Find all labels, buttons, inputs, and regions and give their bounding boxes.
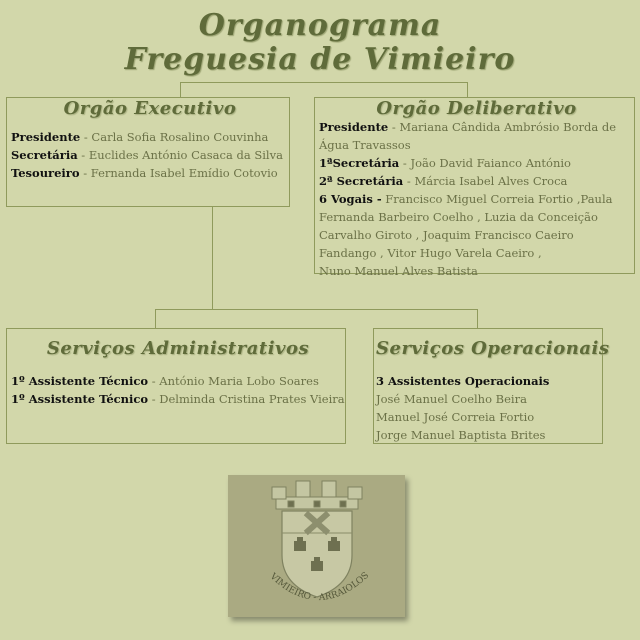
member-role: 1ªSecretária (319, 156, 400, 170)
connector-line (477, 309, 478, 328)
coat-of-arms-icon (228, 475, 405, 617)
member-name: Márcia Isabel Alves Croca (414, 174, 568, 188)
member-role: Presidente (11, 130, 81, 144)
member-name-continued: Nuno Manuel Alves Batista (319, 264, 478, 278)
member-row: Presidente - Carla Sofia Rosalino Couvinha (11, 130, 269, 144)
member-name: Mariana Cândida Ambrósio Borda de (399, 120, 617, 134)
member-name: António Maria Lobo Soares (159, 374, 319, 388)
member-row: 1º Assistente Técnico - Delminda Cristina Prates Vieira (11, 392, 345, 406)
operational-services-title: Serviços Operacionais (376, 338, 610, 359)
member-role: 1º Assistente Técnico (11, 392, 149, 406)
chart-title: Organograma (198, 8, 442, 43)
member-row (319, 190, 634, 208)
member-role: Presidente (319, 120, 389, 134)
member-name: João David Faianco António (410, 156, 571, 170)
member-row: 1º Assistente Técnico - António Maria Lobo Soares (11, 374, 319, 388)
member-name: Manuel José Correia Fortio (376, 410, 535, 424)
connector-line (180, 82, 181, 98)
connector-line (155, 309, 156, 328)
connector-line (155, 309, 478, 310)
member-row: 1ªSecretária - João David Faianco António (319, 156, 571, 170)
member-name: Francisco Miguel Correia Fortio ,Paula (381, 192, 613, 206)
crest-motto: VIMIEIRO - ARRAIOLOS (267, 570, 372, 604)
member-role: 2ª Secretária (319, 174, 404, 188)
executive-body-box (6, 97, 290, 207)
executive-body-title: Orgão Executivo (63, 98, 237, 119)
member-role: 6 Vogais - (319, 192, 382, 206)
connector-line (467, 82, 468, 98)
member-row: 2ª Secretária - Márcia Isabel Alves Croca (319, 174, 568, 188)
member-role: 1º Assistente Técnico (11, 374, 149, 388)
administrative-services-title: Serviços Administrativos (46, 338, 310, 359)
member-name: José Manuel Coelho Beira (376, 392, 527, 406)
member-row: Secretária - Euclides António Casaca da Silva (11, 148, 283, 162)
member-role: Tesoureiro (11, 166, 80, 180)
deliberative-body-box (314, 97, 635, 278)
member-role: Secretária (11, 148, 78, 162)
member-name-continued: Fernanda Barbeiro Coelho , Luzia da Conceição (319, 210, 598, 224)
member-name-continued: Água Travassos (319, 138, 411, 152)
member-name: Delminda Cristina Prates Vieira (159, 392, 345, 406)
operational-services-box (373, 328, 610, 444)
connector-line (180, 82, 468, 83)
member-name: Euclides António Casaca da Silva (88, 148, 283, 162)
operational-heading: 3 Assistentes Operacionais (376, 374, 550, 388)
member-row: Tesoureiro - Fernanda Isabel Emídio Cotovio (11, 166, 278, 180)
member-name: Fernanda Isabel Emídio Cotovio (90, 166, 278, 180)
administrative-services-box (6, 328, 346, 444)
connector-line (212, 206, 213, 310)
member-name: Jorge Manuel Baptista Brites (376, 428, 546, 442)
deliberative-body-title: Orgão Deliberativo (376, 98, 577, 119)
member-row: Presidente - Mariana Cândida Ambrósio Borda de (319, 120, 617, 134)
member-name-continued: Fandango , Vitor Hugo Varela Caeiro , (319, 246, 542, 260)
chart-subtitle: Freguesia de Vimieiro (124, 42, 516, 77)
member-name: Carla Sofia Rosalino Couvinha (91, 130, 269, 144)
coat-of-arms (228, 475, 405, 617)
member-name-continued: Carvalho Giroto , Joaquim Francisco Caeiro (319, 228, 574, 242)
